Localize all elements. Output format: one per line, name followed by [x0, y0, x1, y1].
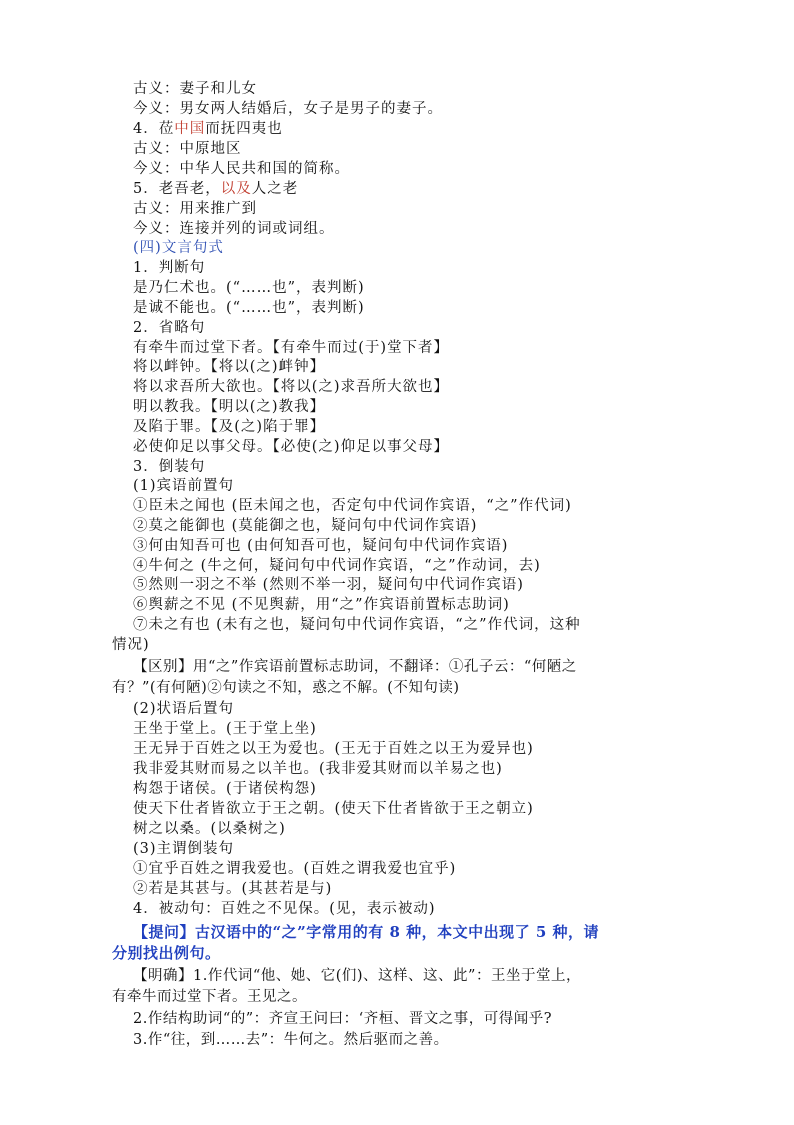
text-line: 2.作结构助词“的”：齐宣王问曰：‘齐桓、晋文之事，可得闻乎?	[133, 1011, 553, 1027]
text-line: 3.作“往，到……去”：牛何之。然后驱而之善。	[133, 1032, 449, 1048]
text-line: ②莫之能御也 (莫能御之也，疑问句中代词作宾语)	[133, 518, 478, 534]
text-line: 有牵牛而过堂下者。王见之。	[112, 989, 307, 1005]
text-line: 4．被动句：百姓之不见保。(见，表示被动)	[133, 901, 436, 917]
text-line: 明以教我。【明以(之)教我】	[133, 399, 326, 415]
text-line: 古义：妻子和儿女	[133, 81, 257, 97]
highlighted-term: 中国	[174, 121, 206, 137]
text-line: 及陷于罪。【及(之)陷于罪】	[133, 419, 326, 435]
text-line: ①臣未之闻也 (臣未闻之也，否定句中代词作宾语，“之”作代词)	[133, 498, 572, 514]
text-segment: 而抚四夷也	[205, 121, 283, 137]
text-line: 有？”(有何陋)②句读之不知，惑之不解。(不知句读)	[112, 680, 460, 696]
text-segment: 人之老	[251, 181, 299, 197]
text-line	[133, 180, 298, 198]
text-line: ④牛何之 (牛之何，疑问句中代词作宾语，“之”作动词，去)	[133, 558, 541, 574]
text-line: 【区别】用“之”作宾语前置标志助词，不翻译：①孔子云：“何陋之	[133, 659, 577, 675]
text-line: 构怨于诸侯。(于诸侯构怨)	[133, 781, 317, 797]
text-line: 【明确】1.作代词“他、她、它(们)、这样、这、此”：王坐于堂上，	[133, 968, 581, 984]
text-line: 王坐于堂上。(王于堂上坐)	[133, 721, 317, 737]
text-line: 1．判断句	[133, 260, 206, 276]
text-line: 古义：用来推广到	[133, 201, 257, 217]
text-line	[133, 120, 283, 138]
text-line: 树之以桑。(以桑树之)	[133, 821, 286, 837]
text-line: 2．省略句	[133, 320, 206, 336]
text-line: 将以求吾所大欲也。【将以(之)求吾所大欲也】	[133, 379, 450, 395]
question-prompt: 分别找出例句。	[112, 944, 221, 962]
text-line: ②若是其甚与。(其甚若是与)	[133, 881, 333, 897]
text-line: 使天下仕者皆欲立于王之朝。(使天下仕者皆欲于王之朝立)	[133, 801, 534, 817]
text-line: ⑤然则一羽之不举 (然则不举一羽，疑问句中代词作宾语)	[133, 577, 524, 593]
text-line: (1)宾语前置句	[133, 478, 235, 494]
text-line: ③何由知吾可也 (由何知吾可也，疑问句中代词作宾语)	[133, 538, 509, 554]
text-line: (3)主谓倒装句	[133, 841, 235, 857]
text-segment: 5．老吾老，	[133, 181, 221, 197]
text-line: 是诚不能也。(“……也”，表判断)	[133, 300, 365, 316]
text-line: 今义：连接并列的词或词组。	[133, 221, 335, 237]
text-line: ⑥舆薪之不见 (不见舆薪，用“之”作宾语前置标志助词)	[133, 597, 510, 613]
text-line: 今义：男女两人结婚后，女子是男子的妻子。	[133, 101, 443, 117]
text-segment: 4．莅	[133, 121, 175, 137]
highlighted-term: 以及	[220, 181, 252, 197]
section-heading: (四)文言句式	[133, 240, 224, 256]
text-line: 我非爱其财而易之以羊也。(我非爱其财而以羊易之也)	[133, 761, 503, 777]
text-line: 王无异于百姓之以王为爱也。(王无于百姓之以王为爱异也)	[133, 741, 534, 757]
text-line: (2)状语后置句	[133, 701, 235, 717]
text-line: ⑦未之有也 (未有之也，疑问句中代词作宾语，“之”作代词，这种	[133, 617, 581, 633]
text-line: 有牵牛而过堂下者。【有牵牛而过(于)堂下者】	[133, 340, 450, 356]
text-line: ①宜乎百姓之谓我爱也。(百姓之谓我爱也宜乎)	[133, 861, 457, 877]
text-line: 必使仰足以事父母。【必使(之)仰足以事父母】	[133, 439, 450, 455]
text-line: 是乃仁术也。(“……也”，表判断)	[133, 280, 365, 296]
text-line: 情况)	[112, 637, 150, 653]
question-prompt: 【提问】古汉语中的“之”字常用的有 8 种，本文中出现了 5 种，请	[133, 923, 600, 941]
text-line: 今义：中华人民共和国的简称。	[133, 161, 350, 177]
text-line: 3．倒装句	[133, 459, 206, 475]
text-line: 将以衅钟。【将以(之)衅钟】	[133, 359, 326, 375]
text-line: 古义：中原地区	[133, 141, 242, 157]
